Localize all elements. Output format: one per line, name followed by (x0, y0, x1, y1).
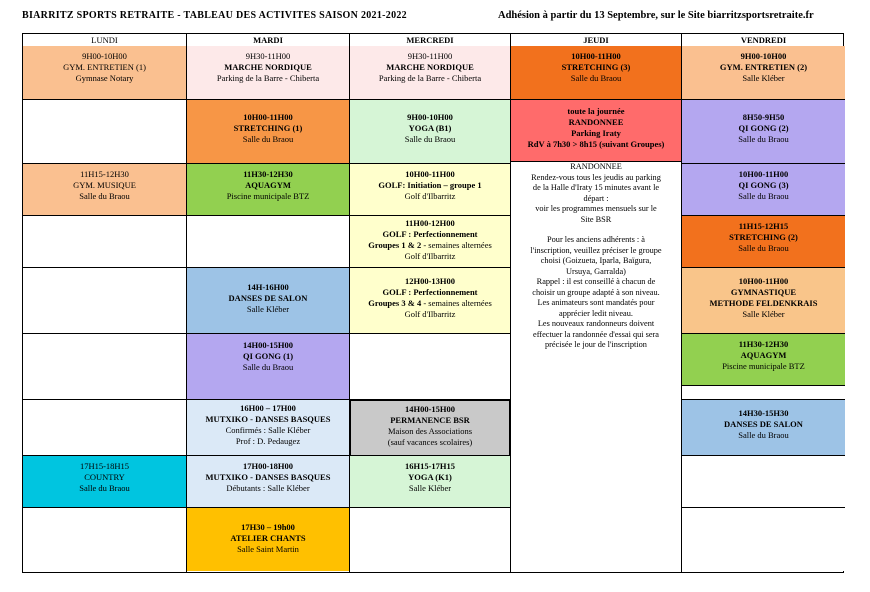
activity-name: DANSES DE SALON (724, 419, 803, 429)
activity-name: GYMNASTIQUE (730, 287, 797, 297)
activity-name: MARCHE NORDIQUE (386, 62, 474, 72)
activity-place: Salle Kléber (742, 73, 785, 83)
activity-place: Parking de la Barre - Chiberta (378, 73, 482, 83)
activity-cell (187, 164, 349, 216)
activity-name: STRETCHING (2) (729, 232, 798, 242)
activity-time: 11H15-12H30 (80, 169, 129, 179)
activity-name: MARCHE NORDIQUE (224, 62, 312, 72)
page-title: BIARRITZ SPORTS RETRAITE - TABLEAU DES ACTIVITES SAISON 2021-2022 (22, 10, 407, 21)
activity-time: 11H00-12H00 (405, 218, 455, 228)
rando-meeting: RdV à 7h30 > 8h15 (suivant Groupes) (527, 139, 665, 149)
activity-name: COUNTRY (84, 472, 125, 482)
activity-name: GYM. MUSIQUE (73, 180, 136, 190)
activity-cell (187, 456, 349, 508)
activity-place: Débutants : Salle Kléber (226, 483, 310, 493)
empty-cell (23, 400, 186, 456)
activity-cell (187, 334, 349, 400)
activity-extra: Prof : D. Pedaugez (235, 436, 301, 446)
day-header-vendredi: VENDREDI (682, 34, 845, 47)
empty-cell (350, 508, 510, 571)
randonnee-cell (511, 100, 681, 162)
activity-name-2: METHODE FELDENKRAIS (709, 298, 818, 308)
activity-time: 16H15-17H15 (404, 461, 456, 471)
activity-place: Salle du Braou (738, 243, 789, 253)
activity-time: 10H00-11H00 (571, 51, 621, 61)
activity-place: Salle Kléber (408, 483, 452, 493)
activity-name: MUTXIKO - DANSES BASQUES (205, 414, 331, 424)
activity-name: STRETCHING (3) (561, 62, 631, 72)
activity-place: Piscine municipale BTZ (226, 191, 310, 201)
activity-name: QI GONG (1) (242, 351, 294, 361)
day-header-mercredi: MERCREDI (350, 34, 510, 47)
activity-time: 12H00-13H00 (404, 276, 456, 286)
column-vendredi (682, 34, 845, 572)
activity-time: 17H30 – 19h00 (241, 522, 295, 532)
activity-time: 17H00-18H00 (242, 461, 294, 471)
rando-when: toute la journée (567, 106, 625, 116)
activity-place: Salle du Braou (79, 191, 130, 201)
activity-place: Piscine municipale BTZ (722, 361, 805, 371)
activity-name: ATELIER CHANTS (230, 533, 306, 543)
activity-name: STRETCHING (1) (233, 123, 303, 133)
empty-cell (23, 268, 186, 334)
activity-time: 10H00-11H00 (405, 169, 455, 179)
activity-time: 11H30-12H30 (243, 169, 293, 179)
activity-name: AQUAGYM (740, 350, 787, 360)
activity-name: GYM. ENTRETIEN (1) (63, 62, 146, 72)
day-header-mardi: MARDI (187, 34, 349, 47)
activity-time: 10H00-11H00 (738, 276, 789, 286)
activity-cell (187, 46, 349, 100)
activity-time: 8H50-9H50 (742, 112, 785, 122)
activity-name: GOLF : Perfectionnement (382, 287, 478, 297)
activity-time: 10H00-11H00 (738, 169, 789, 179)
activity-cell (187, 268, 349, 334)
activity-place: Confirmés : Salle Kléber (225, 425, 311, 435)
column-mardi (187, 34, 350, 572)
activity-place: Maison des Associations (387, 426, 473, 436)
activity-name: QI GONG (2) (738, 123, 789, 133)
empty-cell (23, 100, 186, 164)
activity-cell (682, 334, 845, 386)
activity-time: 16H00 – 17H00 (240, 403, 296, 413)
day-header-lundi: LUNDI (23, 34, 186, 47)
empty-cell (682, 386, 845, 400)
activity-place: Golf d'Ilbarritz (404, 309, 456, 319)
adhesion-notice: Adhésion à partir du 13 Septembre, sur le Site biarritzsportsretraite.fr (498, 10, 814, 21)
activity-place: Salle du Braou (242, 134, 294, 144)
activity-cell (350, 456, 510, 508)
activity-cell (682, 46, 845, 100)
activity-name: PERMANENCE BSR (390, 415, 470, 425)
rando-name: RANDONNEE (568, 117, 624, 127)
activity-time: 11H30-12H30 (738, 339, 789, 349)
activity-cell (187, 508, 349, 571)
activity-place: Salle du Braou (404, 134, 456, 144)
activity-time: 11H15-12H15 (738, 221, 789, 231)
activity-place: Salle du Braou (242, 362, 294, 372)
activity-time: 14H00-15H00 (242, 340, 294, 350)
empty-cell (187, 216, 349, 268)
activity-place: Salle du Braou (738, 430, 789, 440)
activity-cell (350, 268, 510, 334)
empty-cell (23, 508, 186, 571)
activity-place: Salle Saint Martin (237, 544, 299, 554)
activity-groups: Groupes 3 & 4 - semaines alternées (368, 298, 492, 308)
activity-cell (350, 216, 510, 268)
activity-time: 9H30-11H00 (245, 51, 291, 61)
activity-cell (682, 164, 845, 216)
randonnee-info: RANDONNEE Rendez-vous tous les jeudis au parking de la Halle d'Iraty 15 minutes avant le départ : voir les programmes mensuels sur le Site BSR Pour les anciens adhérents : à l'inscription, veuillez préciser le groupe choisi (Goizueta, Iparla, Baïgura, Ursuya, Garralda) Rappel : il est conseillé à chacun de choisir un groupe adapté à son niveau. Les animateurs sont mandatés pour apprécier ledit niveau. Les nouveaux randonneurs doivent effectuer la randonnée d'essai qui sera précisée le jour de l'inscription (530, 162, 662, 349)
activity-time: 17H15-18H15 (79, 461, 130, 471)
activity-name: AQUAGYM (245, 180, 291, 190)
activity-place: Salle du Braou (738, 191, 789, 201)
empty-cell (23, 334, 186, 400)
activity-cell (350, 164, 510, 216)
activity-name: MUTXIKO - DANSES BASQUES (205, 472, 331, 482)
activity-place: Salle du Braou (738, 134, 789, 144)
activity-time: 10H00-11H00 (243, 112, 293, 122)
activity-cell (511, 46, 681, 100)
activity-name: YOGA (B1) (408, 123, 452, 133)
activity-cell (187, 400, 349, 456)
activity-groups: Groupes 1 & 2 - semaines alternées (368, 240, 492, 250)
column-jeudi (511, 34, 682, 572)
activity-time: 9H00-10H00 (407, 112, 453, 122)
activity-cell (187, 100, 349, 164)
activity-cell (350, 46, 510, 100)
schedule-table (22, 33, 844, 573)
activity-name: GOLF: Initiation – groupe 1 (378, 180, 482, 190)
rando-place: Parking Iraty (571, 128, 621, 138)
activity-place: Golf d'Ilbarritz (404, 251, 456, 261)
column-mercredi (350, 34, 511, 572)
activity-time: 14H30-15H30 (738, 408, 789, 418)
activity-name: QI GONG (3) (738, 180, 789, 190)
activity-place: Golf d'Ilbarritz (404, 191, 456, 201)
activity-name: GOLF : Perfectionnement (382, 229, 478, 239)
activity-cell (23, 46, 186, 100)
activity-place: Salle du Braou (570, 73, 622, 83)
activity-cell (682, 400, 845, 456)
activity-cell (23, 456, 186, 508)
activity-cell (682, 100, 845, 164)
activity-place: Salle Kléber (246, 304, 290, 314)
activity-place: Gymnase Notary (75, 73, 134, 83)
column-lundi (23, 34, 187, 572)
empty-cell (23, 216, 186, 268)
activity-name: GYM. ENTRETIEN (2) (719, 62, 808, 72)
activity-place: Salle du Braou (79, 483, 130, 493)
activity-extra: (sauf vacances scolaires) (387, 437, 473, 447)
empty-cell (682, 508, 845, 571)
activity-cell (682, 216, 845, 268)
activity-name: DANSES DE SALON (228, 293, 308, 303)
activity-time: 9H00-10H00 (82, 51, 127, 61)
activity-cell (350, 400, 510, 456)
activity-cell (682, 268, 845, 334)
activity-place: Parking de la Barre - Chiberta (216, 73, 320, 83)
activity-time: 9H30-11H00 (407, 51, 453, 61)
day-header-jeudi: JEUDI (511, 34, 681, 47)
activity-name: YOGA (K1) (408, 472, 452, 482)
activity-place: Salle Kléber (742, 309, 785, 319)
activity-time: 14H-16H00 (247, 282, 289, 292)
activity-cell (23, 164, 186, 216)
activity-time: 14H00-15H00 (404, 404, 456, 414)
activity-time: 9H00-10H00 (740, 51, 787, 61)
empty-cell (350, 334, 510, 400)
activity-cell (350, 100, 510, 164)
empty-cell (682, 456, 845, 508)
